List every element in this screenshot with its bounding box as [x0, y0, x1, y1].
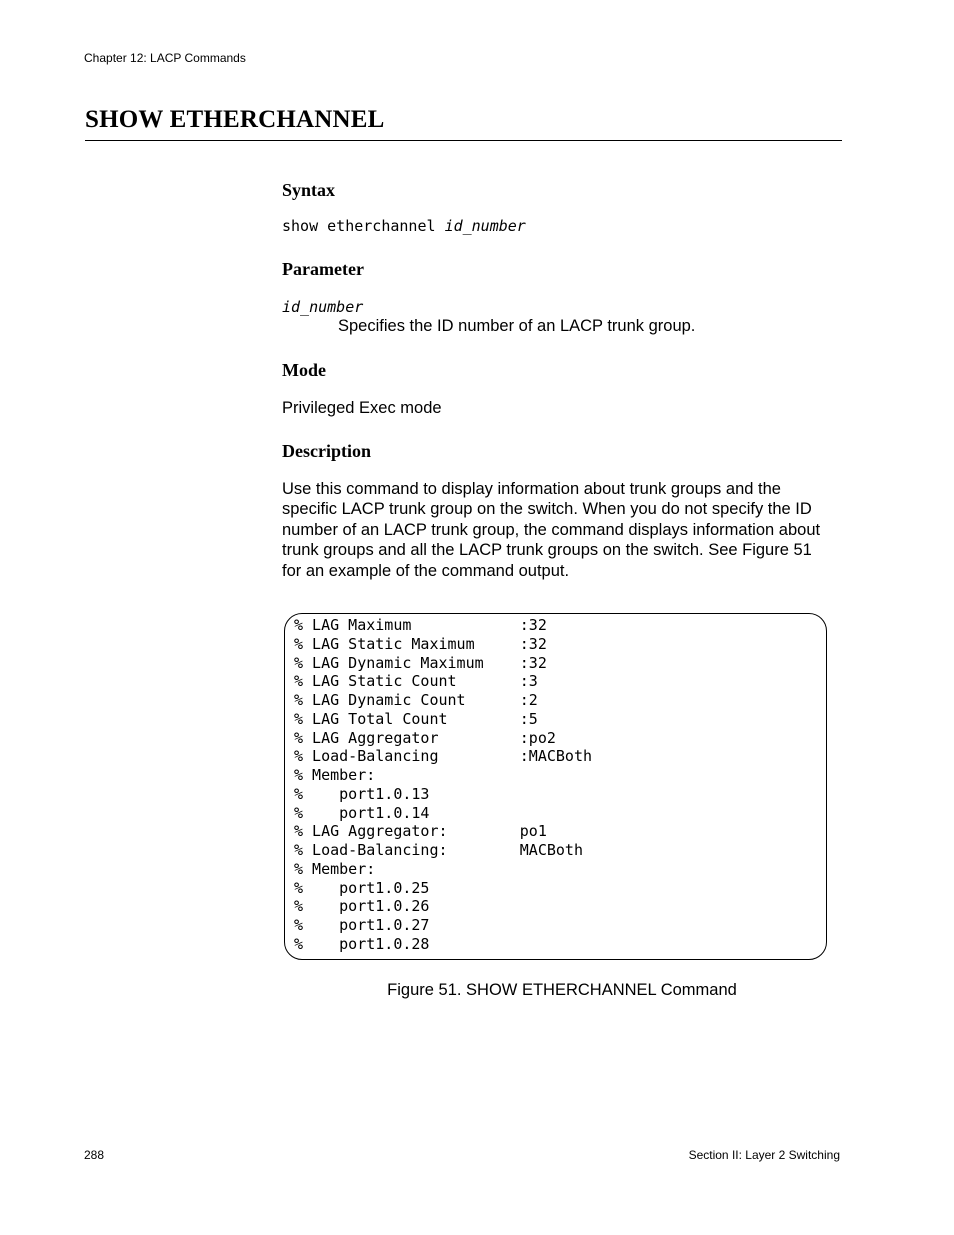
- mode-heading: Mode: [282, 360, 326, 380]
- running-header: Chapter 12: LACP Commands: [84, 51, 246, 65]
- output-line: % LAG Static Maximum :32: [294, 634, 547, 653]
- description-line: Use this command to display information about trunk groups and the: [282, 480, 781, 498]
- parameter-heading: Parameter: [282, 259, 364, 279]
- syntax-argument: id_number: [444, 217, 526, 235]
- title-rule: [85, 140, 842, 141]
- output-line: % LAG Dynamic Count :2: [294, 691, 538, 709]
- page-title: SHOW ETHERCHANNEL: [85, 106, 385, 133]
- output-line: % LAG Maximum :32: [294, 616, 547, 634]
- description-line: specific LACP trunk group on the switch. When you do not specify the ID: [282, 500, 812, 519]
- mode-text: Privileged Exec mode: [282, 399, 442, 417]
- syntax-heading: Syntax: [282, 180, 336, 200]
- description-line: number of an LACP trunk group, the command displays information about: [282, 520, 821, 539]
- syntax-command: [282, 217, 526, 235]
- output-line: % port1.0.26: [294, 897, 430, 916]
- output-line: % Member:: [294, 766, 376, 784]
- running-footer: Section II: Layer 2 Switching: [688, 1148, 840, 1162]
- command-output: [294, 616, 592, 954]
- syntax-command-text: show etherchannel: [282, 217, 445, 235]
- description-heading: Description: [282, 441, 371, 461]
- parameter-name: id_number: [282, 298, 364, 316]
- output-line: % port1.0.27: [294, 916, 430, 934]
- output-line: % port1.0.25: [294, 878, 430, 897]
- description-line: trunk groups and all the LACP trunk groups on the switch. See Figure 51: [282, 541, 812, 560]
- output-line: % port1.0.13: [294, 784, 430, 803]
- output-line: % port1.0.28: [294, 934, 430, 953]
- output-line: % LAG Aggregator :po2: [294, 728, 556, 747]
- output-line: % Load-Balancing :MACBoth: [294, 747, 593, 766]
- parameter-description: Specifies the ID number of an LACP trunk group.: [338, 317, 696, 335]
- output-line: % port1.0.14: [294, 803, 430, 822]
- output-line: % Load-Balancing: MACBoth: [294, 841, 583, 859]
- output-line: % Member:: [294, 859, 376, 878]
- output-line: % LAG Dynamic Maximum :32: [294, 653, 547, 672]
- figure-caption: Figure 51. SHOW ETHERCHANNEL Command: [387, 981, 737, 999]
- description-paragraph: [282, 479, 820, 581]
- output-line: % LAG Aggregator: po1: [294, 822, 547, 841]
- output-line: % LAG Static Count :3: [294, 672, 538, 691]
- description-line: for an example of the command output.: [282, 561, 570, 580]
- output-line: % LAG Total Count :5: [294, 709, 538, 728]
- page-number: 288: [84, 1148, 105, 1162]
